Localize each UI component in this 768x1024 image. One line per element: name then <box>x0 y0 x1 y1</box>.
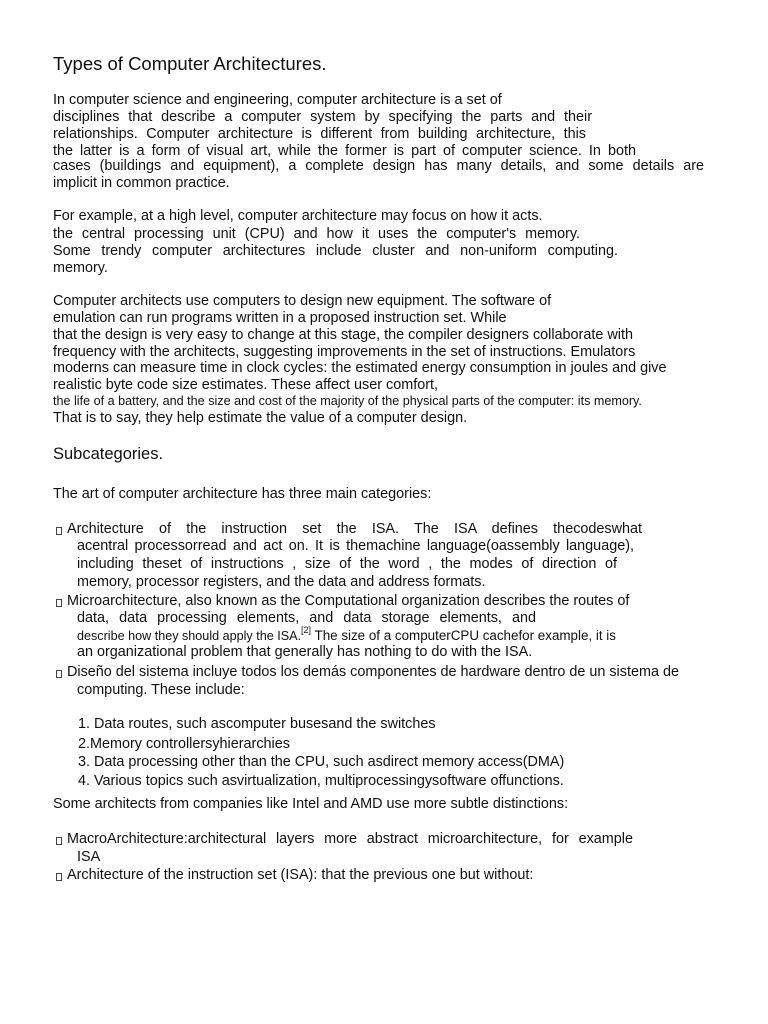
paragraph-3-line: That is to say, they help estimate the value of a computer design. <box>53 410 468 426</box>
bullet-3-line: computing. These include: <box>77 682 245 698</box>
paragraph-3-line: the life of a battery, and the size and cost of the majority of the physical parts of the computer: its memory. <box>53 394 642 408</box>
paragraph-1-line: In computer science and engineering, computer architecture is a set of <box>53 92 502 108</box>
bullet-1-line: acentral processorread and act on. It is themachine language(oassembly language), <box>77 538 634 554</box>
bullet-4-line: MacroArchitecture:architectural layers more abstract microarchitecture, for example <box>67 831 633 847</box>
paragraph-3-line: that the design is very easy to change at this stage, the compiler designers collaborate with <box>53 327 633 343</box>
paragraph-3-line: realistic byte code size estimates. These affect user comfort, <box>53 377 438 393</box>
paragraph-1-line: implicit in common practice. <box>53 175 230 191</box>
bullet-2-line-3 <box>77 627 616 645</box>
paragraph-3-line: moderns can measure time in clock cycles: the estimated energy consumption in joules and give <box>53 360 667 376</box>
paragraph-1-line: cases (buildings and equipment), a complete design has many details, and some details are <box>53 158 704 174</box>
paragraph-1-line: the latter is a form of visual art, while the former is part of computer science. In both <box>53 143 636 159</box>
bullet-icon <box>56 873 62 881</box>
bullet-1-line: including theset of instructions , size of the word , the modes of direction of <box>77 556 617 572</box>
bullet-2-text: The size of a computerCPU cachefor example, it is <box>311 628 616 643</box>
bullet-1-line: memory, processor registers, and the data and address formats. <box>77 574 486 590</box>
section-heading: Subcategories. <box>53 445 164 463</box>
bullet-2-text: describe how they should apply the ISA. <box>77 629 302 643</box>
bullet-icon <box>56 599 62 607</box>
numbered-item: 1. Data routes, such ascomputer busesand the switches <box>78 716 436 732</box>
numbered-item: 4. Various topics such asvirtualization, multiprocessingysoftware offunctions. <box>78 773 564 789</box>
paragraph-1-line: relationships. Computer architecture is different from building architecture, this <box>53 126 586 142</box>
numbered-item: 2.Memory controllersyhierarchies <box>78 736 290 752</box>
bullet-icon <box>56 670 62 678</box>
paragraph-2-line: the central processing unit (CPU) and how it uses the computer's memory. <box>53 226 580 242</box>
footnote-reference[interactable]: [2] <box>301 625 312 636</box>
paragraph-2-line: For example, at a high level, computer architecture may focus on how it acts. <box>53 208 543 224</box>
bullet-2-line: Microarchitecture, also known as the Computational organization describes the routes of <box>67 593 630 609</box>
bullet-4-line: ISA <box>77 849 101 865</box>
bullet-icon <box>56 837 62 845</box>
bullet-1-line: Architecture of the instruction set the ISA. The ISA defines thecodeswhat <box>67 521 642 537</box>
bullet-3-line: Diseño del sistema incluye todos los demás componentes de hardware dentro de un sistema de <box>67 664 679 680</box>
page-title: Types of Computer Architectures. <box>53 53 327 74</box>
bullet-2-line: data, data processing elements, and data storage elements, and <box>77 610 536 626</box>
paragraph-3-line: emulation can run programs written in a proposed instruction set. While <box>53 310 507 326</box>
paragraph-4: Some architects from companies like Intel and AMD use more subtle distinctions: <box>53 796 569 812</box>
paragraph-3-line: frequency with the architects, suggesting improvements in the set of instructions. Emulators <box>53 344 636 360</box>
paragraph-2-line: memory. <box>53 260 108 276</box>
bullet-2-line: an organizational problem that generally has nothing to do with the ISA. <box>77 644 533 660</box>
numbered-item: 3. Data processing other than the CPU, such asdirect memory access(DMA) <box>78 754 565 770</box>
bullet-icon <box>56 527 62 535</box>
bullet-5-line: Architecture of the instruction set (ISA): that the previous one but without: <box>67 867 534 883</box>
paragraph-3-line: Computer architects use computers to design new equipment. The software of <box>53 293 552 309</box>
paragraph-2-line: Some trendy computer architectures include cluster and non-uniform computing. <box>53 243 618 259</box>
intro-text: The art of computer architecture has three main categories: <box>53 486 432 502</box>
paragraph-1-line: disciplines that describe a computer system by specifying the parts and their <box>53 109 592 125</box>
